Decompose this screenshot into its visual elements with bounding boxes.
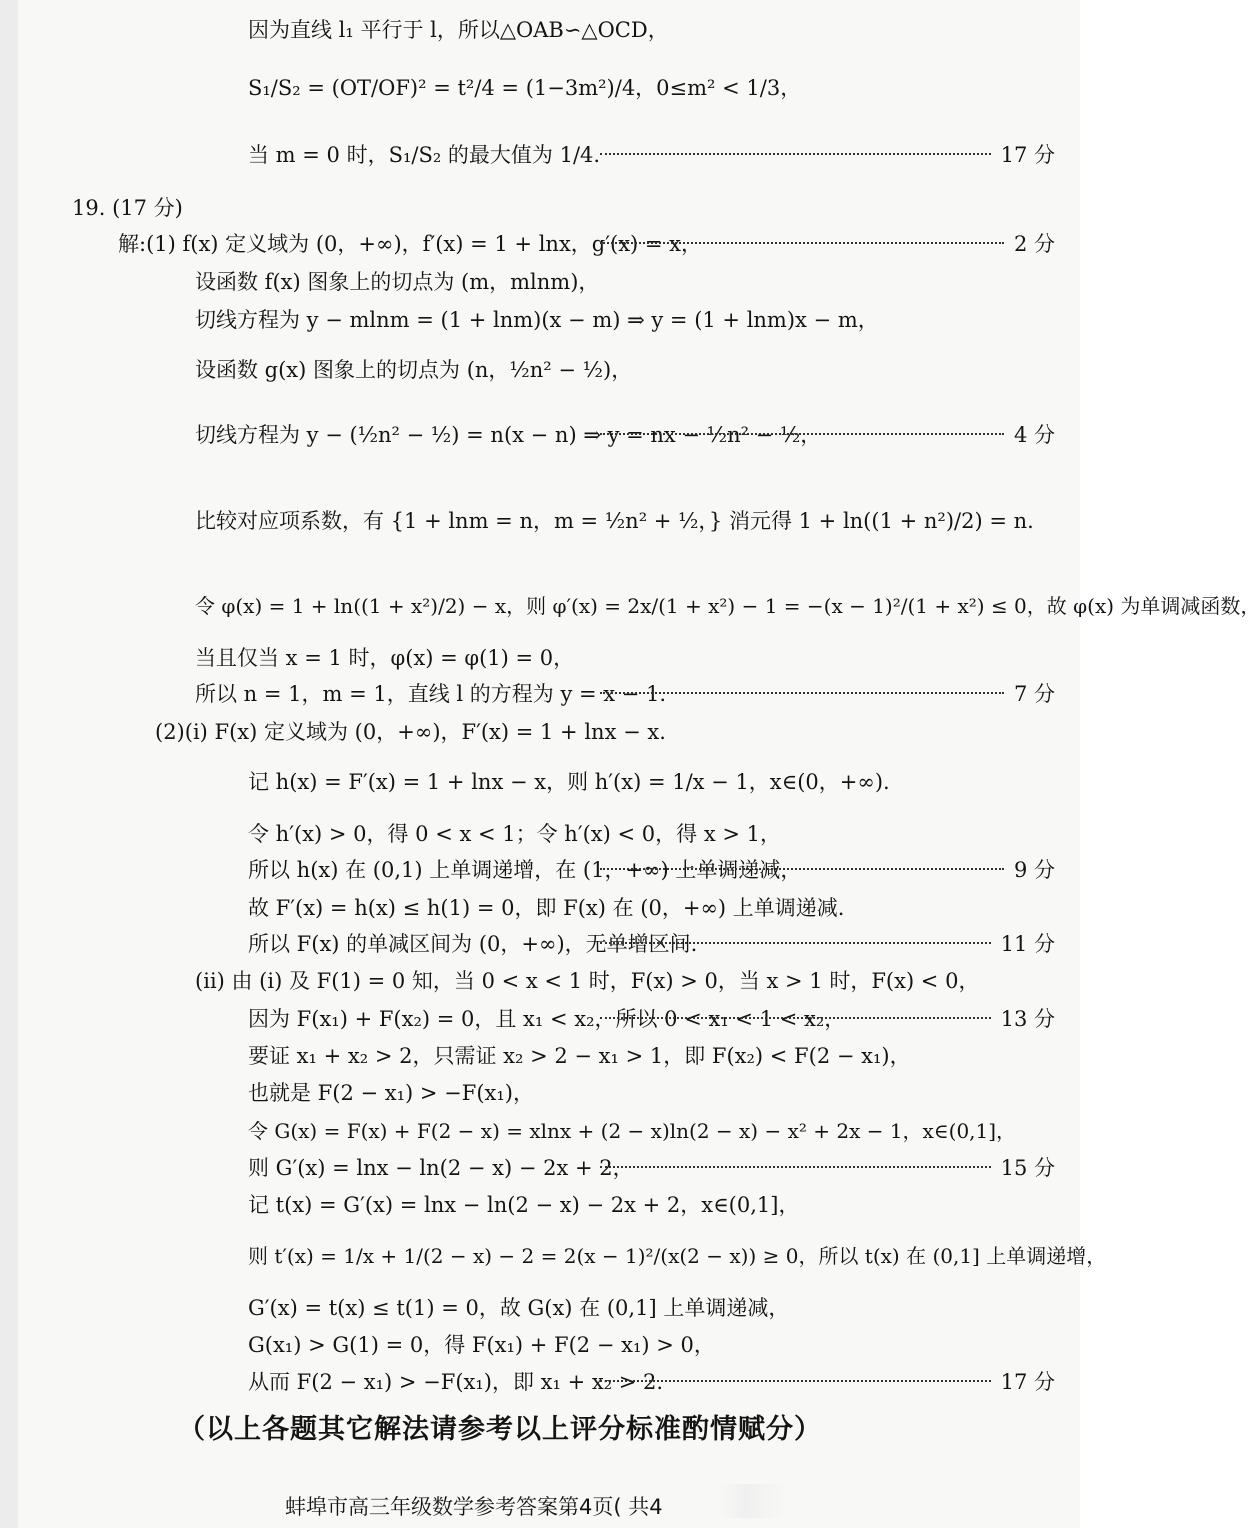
prev-line-2: S₁/S₂ = (OT/OF)² = t²/4 = (1−3m²)/4，0≤m² < 1/3， [248, 76, 802, 100]
sol-line-23: 则 t′(x) = 1/x + 1/(2 − x) − 2 = 2(x − 1)²/(x(2 − x)) ≥ 0，所以 t(x) 在 (0,1] 上单调递增， [248, 1244, 1107, 1268]
sol-line-2: 设函数 f(x) 图象上的切点为 (m，mlnm)， [195, 270, 600, 294]
sol-line-8: 当且仅当 x = 1 时，φ(x) = φ(1) = 0， [195, 646, 575, 670]
sol-line-14: 故 F′(x) = h(x) ≤ h(1) = 0，即 F(x) 在 (0，+∞) 上单调递减. [248, 896, 845, 920]
sol-line-20: 令 G(x) = F(x) + F(2 − x) = xlnx + (2 − x)ln(2 − x) − x² + 2x − 1，x∈(0,1]， [248, 1119, 1017, 1143]
score-label: 11 分 [1000, 932, 1055, 956]
grading-note: （以上各题其它解法请参考以上评分标准酌情赋分） [178, 1414, 822, 1445]
sol-line-12: 令 h′(x) > 0，得 0 < x < 1；令 h′(x) < 0，得 x > 1， [248, 822, 781, 846]
score-label: 9 分 [1013, 858, 1055, 882]
score-label: 13 分 [1000, 1007, 1055, 1031]
score-4 [600, 425, 1055, 446]
score-label: 15 分 [1000, 1156, 1055, 1180]
sol-line-9: 所以 n = 1，m = 1，直线 l 的方程为 y = x − 1. [195, 682, 667, 706]
sol-line-6: 比较对应项系数，有 {1 + lnm = n，m = ½n² + ½，} 消元得 1 + ln((1 + n²)/2) = n. [195, 509, 1034, 533]
sol-line-4: 设函数 g(x) 图象上的切点为 (n，½n² − ½)， [195, 358, 633, 382]
footer-blur-overlay [718, 1484, 788, 1518]
sol-line-26: 从而 F(2 − x₁) > −F(x₁)，即 x₁ + x₂ > 2. [248, 1370, 664, 1394]
page-footer: 蚌埠市高三年级数学参考答案第4页( 共4 [285, 1495, 663, 1519]
score-prev-17 [600, 145, 1055, 166]
score-17 [600, 1372, 1055, 1393]
question-19-header: 19. (17 分) [72, 196, 183, 220]
sol-line-19: 也就是 F(2 − x₁) > −F(x₁)， [248, 1081, 534, 1105]
sol-line-11: 记 h(x) = F′(x) = 1 + lnx − x，则 h′(x) = 1/x − 1，x∈(0，+∞). [248, 770, 890, 794]
sol-line-18: 要证 x₁ + x₂ > 2，只需证 x₂ > 2 − x₁ > 1，即 F(x₂) < F(2 − x₁)， [248, 1044, 911, 1068]
sol-line-24: G′(x) = t(x) ≤ t(1) = 0，故 G(x) 在 (0,1] 上单调递减， [248, 1296, 790, 1320]
left-scan-edge [0, 0, 18, 1528]
score-2 [600, 234, 1055, 255]
sol-line-22: 记 t(x) = G′(x) = lnx − ln(2 − x) − 2x + 2，x∈(0,1]， [248, 1193, 800, 1217]
score-label: 4 分 [1013, 423, 1055, 447]
sol-line-3: 切线方程为 y − mlnm = (1 + lnm)(x − m) ⇒ y = (1 + lnm)x − m， [195, 308, 879, 332]
sol-line-7: 令 φ(x) = 1 + ln((1 + x²)/2) − x，则 φ′(x) = 2x/(1 + x²) − 1 = −(x − 1)²/(1 + x²) ≤ 0，故 φ(x) 为单调减函数， [195, 594, 1260, 618]
sol-line-1: 解:(1) f(x) 定义域为 (0，+∞)，f′(x) = 1 + lnx，g′(x) = x， [118, 232, 703, 256]
score-label: 17 分 [1000, 143, 1055, 167]
score-7 [600, 684, 1055, 705]
sol-line-21: 则 G′(x) = lnx − ln(2 − x) − 2x + 2， [248, 1156, 634, 1180]
score-15 [600, 1158, 1055, 1179]
score-label: 17 分 [1000, 1370, 1055, 1394]
sol-line-15: 所以 F(x) 的单减区间为 (0，+∞)，无单增区间. [248, 932, 698, 956]
sol-line-5: 切线方程为 y − (½n² − ½) = n(x − n) ⇒ y = nx − ½n² − ½， [195, 423, 822, 447]
prev-line-3: 当 m = 0 时，S₁/S₂ 的最大值为 1/4. [248, 143, 601, 167]
sol-line-13: 所以 h(x) 在 (0,1) 上单调递增，在 (1，+∞) 上单调递减， [248, 858, 802, 882]
prev-line-1: 因为直线 l₁ 平行于 l，所以△OAB∽△OCD， [248, 18, 669, 42]
sol-line-16: (ⅱ) 由 (ⅰ) 及 F(1) = 0 知，当 0 < x < 1 时，F(x) > 0，当 x > 1 时，F(x) < 0， [195, 969, 980, 993]
score-13 [600, 1009, 1055, 1030]
score-9 [600, 860, 1055, 881]
score-label: 2 分 [1013, 232, 1055, 256]
score-11 [600, 934, 1055, 955]
sol-line-25: G(x₁) > G(1) = 0，得 F(x₁) + F(2 − x₁) > 0， [248, 1333, 715, 1357]
sol-line-17: 因为 F(x₁) + F(x₂) = 0，且 x₁ < x₂，所以 0 < x₁ < 1 < x₂， [248, 1007, 846, 1031]
sol-line-10: (2)(ⅰ) F(x) 定义域为 (0，+∞)，F′(x) = 1 + lnx − x. [155, 720, 666, 744]
score-label: 7 分 [1013, 682, 1055, 706]
